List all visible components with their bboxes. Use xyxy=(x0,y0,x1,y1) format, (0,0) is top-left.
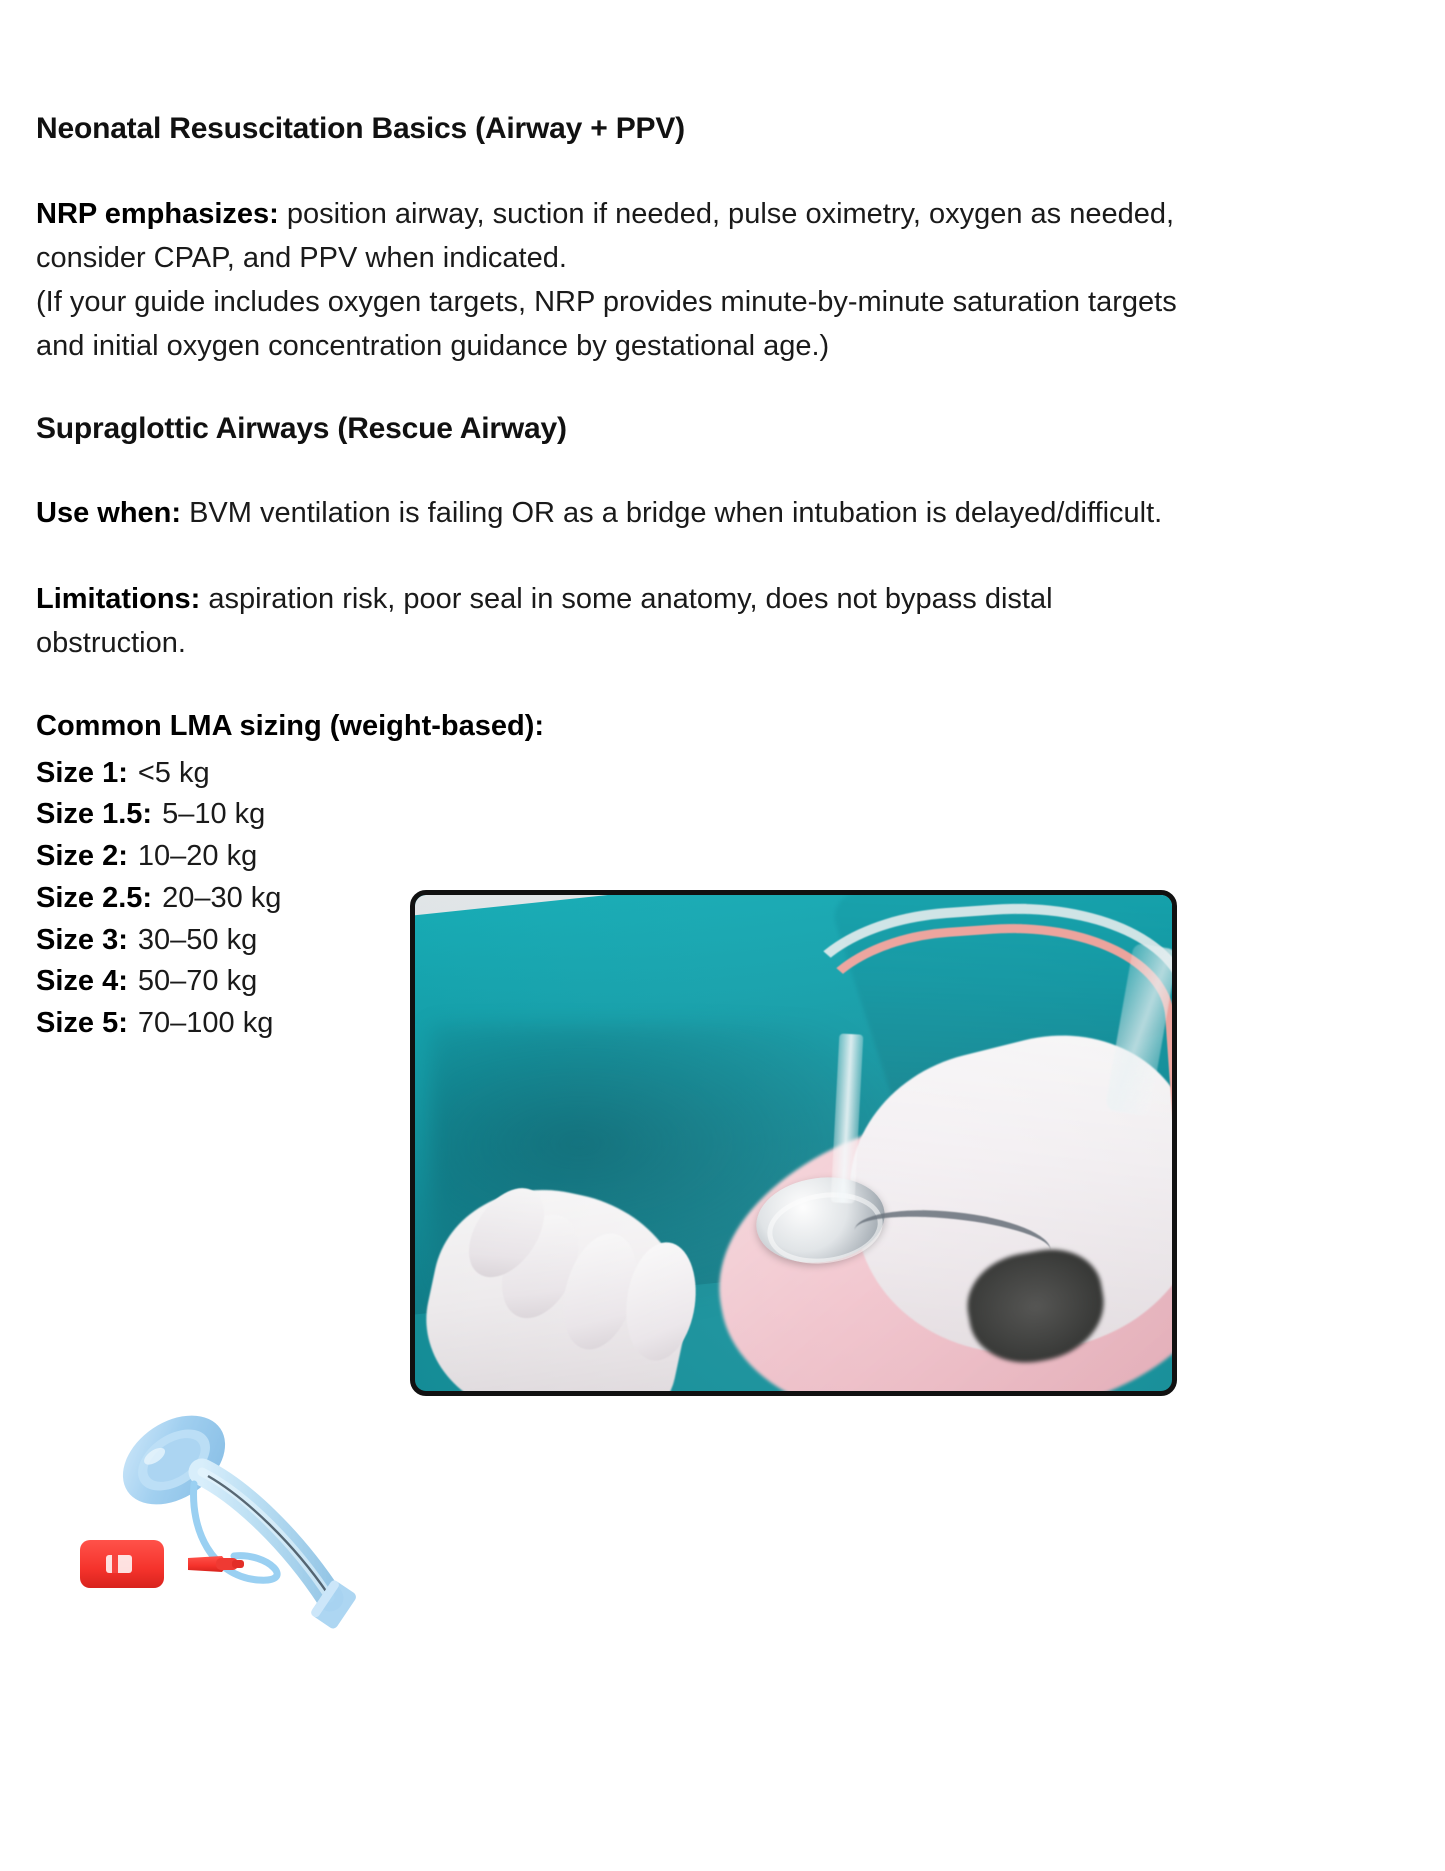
paragraph-use-when xyxy=(36,491,1196,535)
lma-size-value: 30–50 kg xyxy=(137,923,258,956)
lma-sizing-row xyxy=(36,836,556,878)
text-limitations: aspiration risk, poor seal in some anatomy, does not bypass distal obstruction. xyxy=(36,583,1053,660)
lma-size-label: Size 2: xyxy=(36,840,128,873)
lma-sizing-row xyxy=(36,753,556,795)
lma-mask-cuff xyxy=(106,1397,241,1523)
lma-size-value: 10–20 kg xyxy=(137,840,258,873)
lma-size-value: <5 kg xyxy=(137,756,210,789)
lma-size-label: Size 1.5: xyxy=(36,798,153,831)
text-use-when: BVM ventilation is failing OR as a bridge when intubation is delayed/difficult. xyxy=(181,497,1163,530)
text-nrp-emphasizes: position airway, suction if needed, pulse oximetry, oxygen as needed, consider CPAP, and PPV when indicated. xyxy=(36,197,1175,274)
section-heading-neonatal-resuscitation: Neonatal Resuscitation Basics (Airway + PPV) xyxy=(36,112,685,145)
label-limitations: Limitations: xyxy=(36,583,201,616)
lma-size-label: Size 2.5: xyxy=(36,881,153,914)
paragraph-nrp-emphasizes xyxy=(36,192,1196,368)
lma-valve-window xyxy=(106,1555,132,1573)
lma-valve-slot xyxy=(112,1555,118,1573)
section-heading-supraglottic-airways: Supraglottic Airways (Rescue Airway) xyxy=(36,411,567,445)
lma-sizing-row xyxy=(36,794,556,836)
lma-size-label: Size 4: xyxy=(36,965,128,998)
neonatal-resuscitation-photo xyxy=(415,895,1172,1391)
lma-size-value: 70–100 kg xyxy=(137,1007,274,1040)
lma-size-label: Size 3: xyxy=(36,923,128,956)
clinical-photo-frame xyxy=(410,890,1177,1396)
label-use-when: Use when: xyxy=(36,497,182,530)
lma-size-label: Size 1: xyxy=(36,756,128,789)
photo-overlay xyxy=(415,895,1172,1391)
lma-sizing-title: Common LMA sizing (weight-based): xyxy=(36,709,545,742)
lma-device-illustration xyxy=(62,1380,392,1640)
lma-size-value: 50–70 kg xyxy=(137,965,258,998)
text-nrp-oxygen-note: (If your guide includes oxygen targets, NRP provides minute-by-minute saturation targets and initial oxygen concentration guidance by gestational age.) xyxy=(36,285,1177,362)
lma-size-label: Size 5: xyxy=(36,1007,128,1040)
paragraph-limitations xyxy=(36,577,1196,665)
label-nrp-emphasizes: NRP emphasizes: xyxy=(36,197,279,230)
lma-size-value: 5–10 kg xyxy=(162,798,266,831)
lma-size-value: 20–30 kg xyxy=(162,881,282,914)
